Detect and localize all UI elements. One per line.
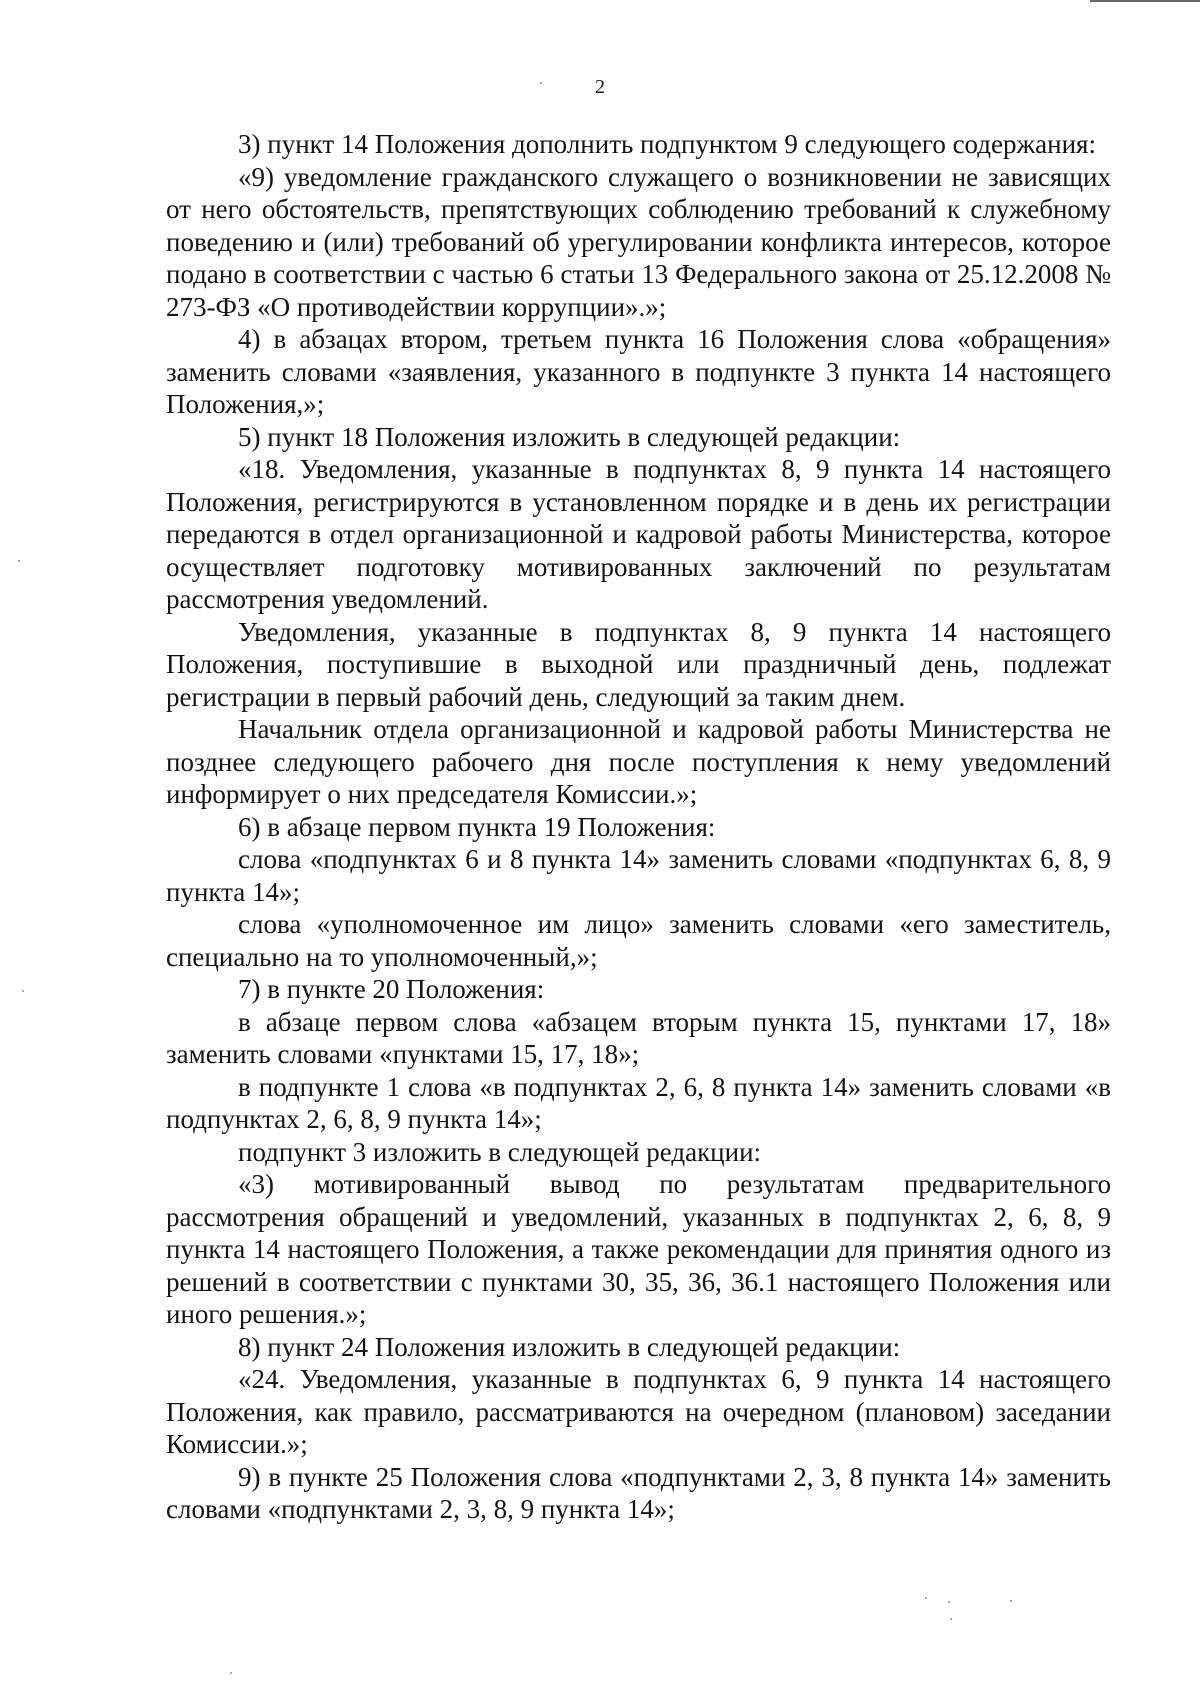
paragraph-item-7-change-3: подпункт 3 изложить в следующей редакции: [238,1136,762,1167]
scan-speck [925,1597,927,1599]
paragraph-item-7: 7) в пункте 20 Положения: [238,974,545,1004]
paragraph-item-7-change-2: в подпункте 1 слова «в подпунктах 2, 6, 8 пункта 14» заменить словами «в подпунктах 2, 6, 8, 9 пункта 14»; [166,1071,1111,1134]
paragraph-item-7-change-1: в абзаце первом слова «абзацем вторым пункта 15, пунктами 17, 18» заменить словами «пунктами 15, 17, 18»; [166,1006,1111,1069]
document-body [166,128,1111,1526]
paragraph-point-24-text: «24. Уведомления, указанные в подпунктах 6, 9 пункта 14 настоящего Положения, как правило, рассматриваются на очередном (плановом) заседании Комиссии.»; [166,1364,1111,1459]
paragraph-point-18-part-2: Уведомления, указанные в подпунктах 8, 9 пункта 14 настоящего Положения, поступившие в выходной или праздничный день, подлежат регистрации в первый рабочий день, следующий за таким днем. [166,616,1111,712]
paragraph-item-6-change-1: слова «подпунктах 6 и 8 пункта 14» заменить словами «подпунктах 6, 8, 9 пункта 14»; [166,844,1111,907]
paragraph-item-6: 6) в абзаце первом пункта 19 Положения: [238,811,716,842]
scan-speck [22,990,24,992]
page-number: 2 [595,76,605,98]
paragraph-item-6-change-2: слова «уполномоченное им лицо» заменить словами «его заместитель, специально на то уполномоченный,»; [166,909,1111,972]
scan-speck [950,1618,952,1620]
scan-speck [540,82,542,84]
scan-speck [18,560,20,562]
paragraph-item-3: 3) пункт 14 Положения дополнить подпунктом 9 следующего содержания: [238,129,1096,159]
paragraph-item-4: 4) в абзацах втором, третьем пункта 16 Положения слова «обращения» заменить словами «заявления, указанного в подпункте 3 пункта 14 настоящего Положения,»; [166,324,1111,419]
paragraph-item-8: 8) пункт 24 Положения изложить в следующей редакции: [238,1331,901,1362]
paragraph-point-18-part-1: «18. Уведомления, указанные в подпунктах 8, 9 пункта 14 настоящего Положения, регистрируются в установленном порядке и в день их регистрации передаются в отдел организационной и кадровой работы Министерства, которое осуществляет подготовку мотивированных заключений по результатам рассмотрения уведомлений. [166,454,1111,614]
paragraph-item-9: 9) в пункте 25 Положения слова «подпунктами 2, 3, 8 пункта 14» заменить словами «подпунктами 2, 3, 8, 9 пункта 14»; [166,1461,1111,1524]
paragraph-point-18-part-3: Начальник отдела организационной и кадровой работы Министерства не позднее следующего рабочего дня после поступления к нему уведомлений информирует о них председателя Комиссии.»; [166,714,1111,809]
paragraph-subitem-9-text: «9) уведомление гражданского служащего о возникновении не зависящих от него обстоятельств, препятствующих соблюдению требований к служебному поведению и (или) требований об урегулировании конфликта интересов, которое подано в соответствии с частью 6 статьи 13 Федерального закона от 25.12.2008 № 273-ФЗ «О противодействии коррупции».»; [166,161,1111,322]
paragraph-item-5: 5) пункт 18 Положения изложить в следующей редакции: [238,421,901,452]
paragraph-subitem-3-text: «3) мотивированный вывод по результатам предварительного рассмотрения обращений и уведомлений, указанных в подпунктах 2, 6, 8, 9 пункта 14 настоящего Положения, а также рекомендации для принятия одного из решений в соответствии с пунктами 30, 35, 36, 36.1 настоящего Положения или иного решения.»; [166,1169,1111,1329]
scan-speck [230,1672,232,1674]
scan-speck [1010,1600,1012,1602]
scan-edge-line [1090,0,1200,2]
scan-speck [948,1601,950,1603]
